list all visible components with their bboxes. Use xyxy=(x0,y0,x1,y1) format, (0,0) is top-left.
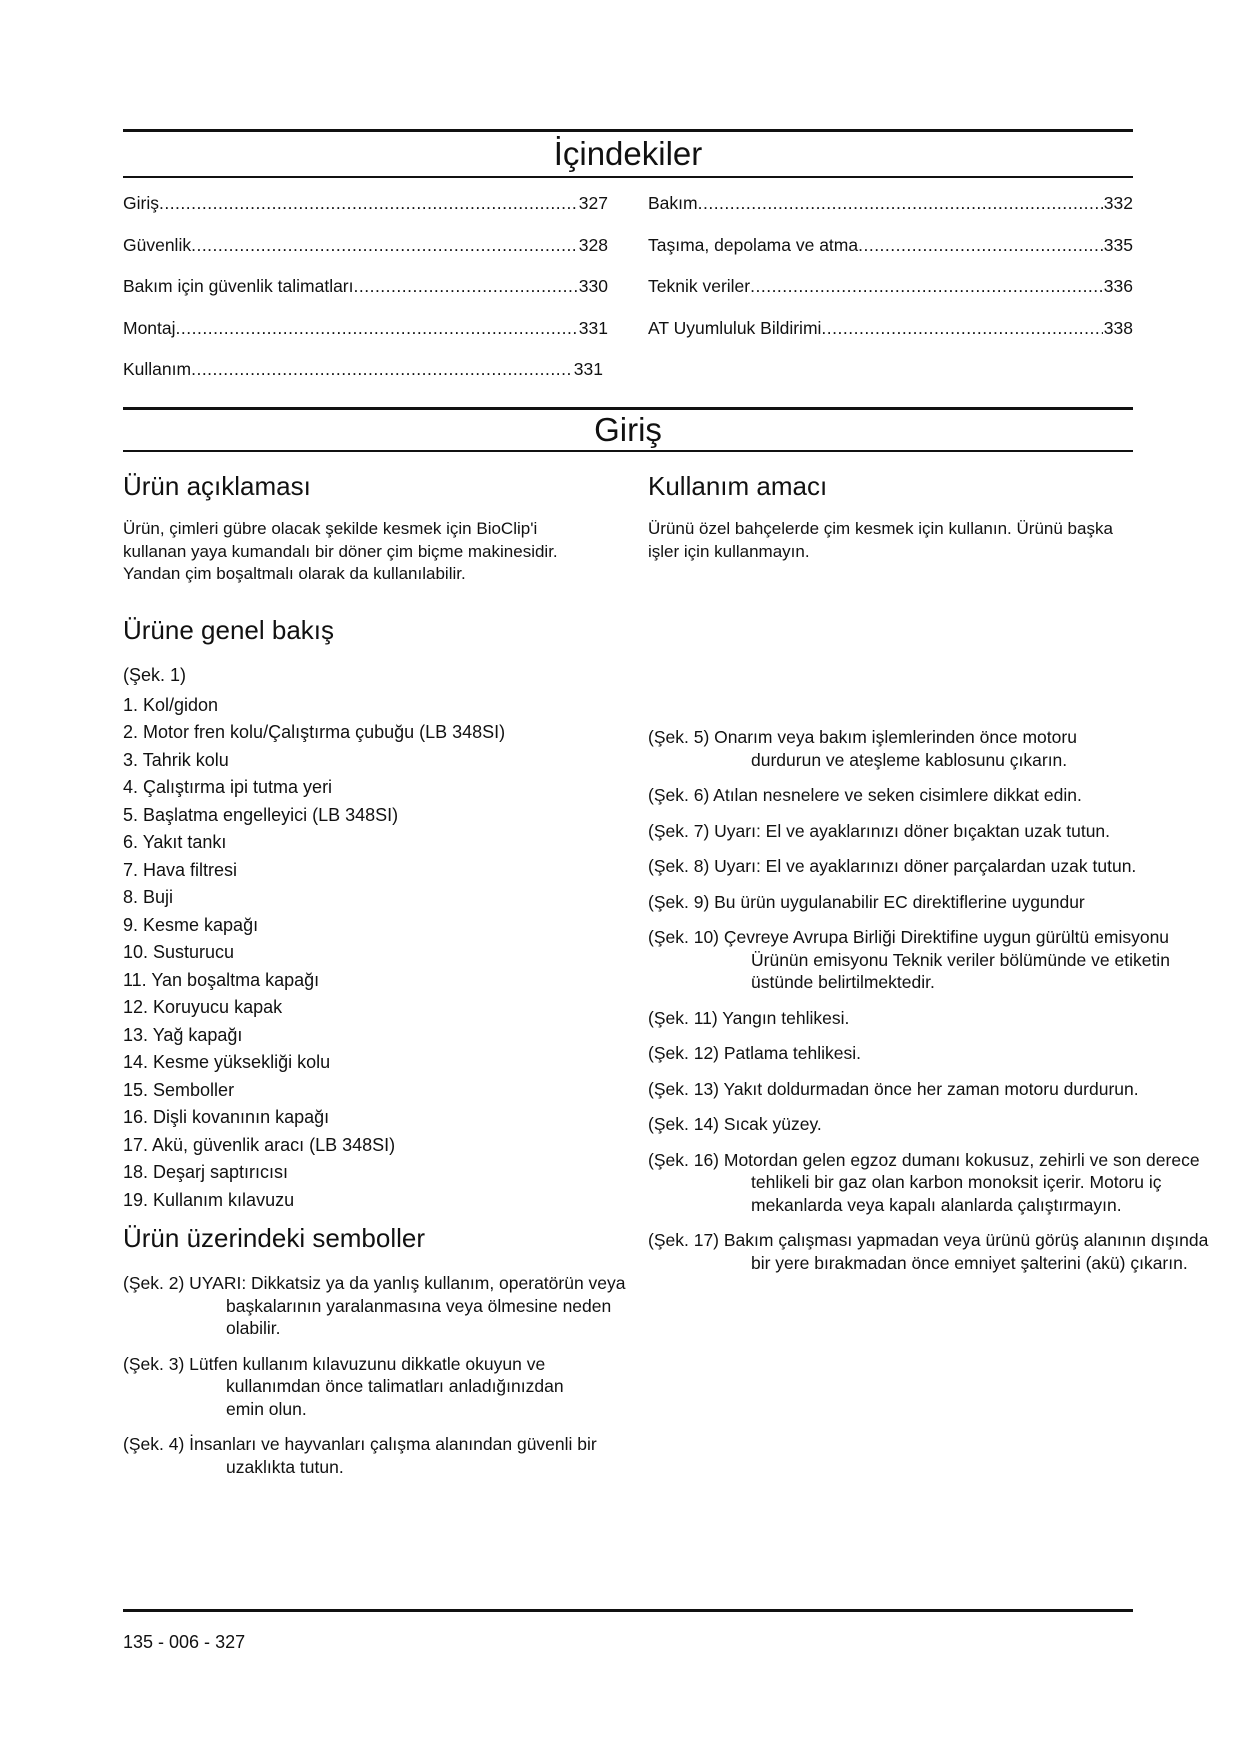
toc-title: İçindekiler xyxy=(553,135,703,172)
toc-right-column xyxy=(648,193,1133,359)
toc-entry[interactable]: Bakım için güvenlik talimatları ..... 330 xyxy=(123,276,608,318)
symbol-description: (Şek. 12) Patlama tehlikesi. xyxy=(648,1043,862,1063)
list-item: 11. Yan boşaltma kapağı xyxy=(123,969,320,990)
list-item: 17. Akü, güvenlik aracı (LB 348SI) xyxy=(123,1134,396,1155)
list-item: 7. Hava filtresi xyxy=(123,859,238,880)
symbol-description: (Şek. 8) Uyarı: El ve ayaklarınızı döner parçalardan uzak tutun. xyxy=(648,856,1137,876)
symbol-description: (Şek. 9) Bu ürün uygulanabilir EC direktiflerine uygundur xyxy=(648,891,1085,912)
symbol-description: (Şek. 17) Bakım çalışması yapmadan veya ürünü görüş alanının dışında bir yere bırakmadan önce emniyet şalterini (akü) çıkarın. xyxy=(648,1230,1209,1273)
intended-use-text: Ürünü özel bahçelerde çim kesmek için kullanın. Ürünü başka işler için kullanmayın. xyxy=(648,519,1113,561)
symbol-description: (Şek. 13) Yakıt doldurmadan önce her zaman motoru durdurun. xyxy=(648,1078,1139,1099)
toc-entry[interactable]: Güvenlik ..... 328 xyxy=(123,235,608,277)
list-item: 15. Semboller xyxy=(123,1079,235,1100)
list-item: 5. Başlatma engelleyici (LB 348SI) xyxy=(123,804,399,825)
symbol-description: (Şek. 5) Onarım veya bakım işlemlerinden önce motoru durdurun ve ateşleme kablosunu çıkarın. xyxy=(648,727,1077,770)
list-item: 4. Çalıştırma ipi tutma yeri xyxy=(123,777,333,797)
list-item: 10. Susturucu xyxy=(123,942,235,962)
page-footer xyxy=(123,1632,245,1653)
toc-entry[interactable]: Kullanım ..... 331 xyxy=(123,359,603,401)
toc-entry[interactable]: Giriş ..... 327 xyxy=(123,193,608,235)
list-item: 18. Deşarj saptırıcısı xyxy=(123,1162,289,1182)
right-column xyxy=(648,470,1209,1287)
intended-use-heading: Kullanım amacı xyxy=(648,471,828,501)
symbol-description: (Şek. 14) Sıcak yüzey. xyxy=(648,1114,822,1134)
list-item: 1. Kol/gidon xyxy=(123,694,219,715)
toc-bottom-rule xyxy=(123,176,1133,178)
list-item: 16. Dişli kovanının kapağı xyxy=(123,1107,330,1127)
toc-entry[interactable]: Bakım ..... 332 xyxy=(648,193,1133,235)
list-item: 19. Kullanım kılavuzu xyxy=(123,1189,295,1210)
list-item: 12. Koruyucu kapak xyxy=(123,997,283,1017)
overview-fig-ref: (Şek. 1) xyxy=(123,664,187,685)
symbol-description: (Şek. 3) Lütfen kullanım kılavuzunu dikkatle okuyun ve kullanımdan önce talimatları anladığınızdan emin olun. xyxy=(123,1353,564,1419)
symbol-description: (Şek. 7) Uyarı: El ve ayaklarınızı döner bıçaktan uzak tutun. xyxy=(648,820,1111,841)
symbol-description: (Şek. 10) Çevreye Avrupa Birliği Direktifine uygun gürültü emisyonu Ürünün emisyonu Teknik veriler bölümünde ve etiketin üstünde belirtilmektedir. xyxy=(648,927,1170,992)
symbol-description: (Şek. 11) Yangın tehlikesi. xyxy=(648,1007,850,1028)
toc-top-rule xyxy=(123,129,1133,132)
toc-entry[interactable]: AT Uyumluluk Bildirimi ..... 338 xyxy=(648,318,1133,360)
symbol-description: (Şek. 4) İnsanları ve hayvanları çalışma alanından güvenli bir uzaklıkta tutun. xyxy=(123,1434,597,1477)
symbol-description: (Şek. 2) UYARI: Dikkatsiz ya da yanlış kullanım, operatörün veya başkalarının yaralanmasına veya ölmesine neden olabilir. xyxy=(123,1273,626,1338)
footer-rule xyxy=(123,1609,1133,1612)
document-number: 135 - 006 - xyxy=(123,1632,211,1652)
symbol-description: (Şek. 16) Motordan gelen egzoz dumanı kokusuz, zehirli ve son derece tehlikeli bir gaz olan karbon monoksit içerir. Motoru iç mekanlarda veya kapalı alanlarda çalıştırmayın. xyxy=(648,1149,1200,1215)
symbols-heading: Ürün üzerindeki semboller xyxy=(123,1223,426,1253)
left-column xyxy=(123,470,626,1491)
list-item: 9. Kesme kapağı xyxy=(123,914,259,935)
intro-title: Giriş xyxy=(594,411,662,448)
list-item: 3. Tahrik kolu xyxy=(123,749,229,770)
product-description-text: Ürün, çimleri gübre olacak şekilde kesmek için BioClip'i kullanan yaya kumandalı bir döner çim biçme makinesidir. Yandan çim boşaltmalı olarak da kullanılabilir. xyxy=(123,519,558,583)
toc-left-column xyxy=(123,193,608,401)
toc-entry[interactable]: Taşıma, depolama ve atma ..... 335 xyxy=(648,235,1133,277)
overview-heading: Ürüne genel bakış xyxy=(123,614,335,645)
toc-entry[interactable]: Teknik veriler ..... 336 xyxy=(648,276,1133,318)
page-number: 327 xyxy=(215,1632,246,1652)
intro-bottom-rule xyxy=(123,450,1133,452)
symbol-description: (Şek. 6) Atılan nesnelere ve seken cisimlere dikkat edin. xyxy=(648,785,1082,805)
list-item: 2. Motor fren kolu/Çalıştırma çubuğu (LB 348SI) xyxy=(123,722,506,742)
list-item: 6. Yakıt tankı xyxy=(123,832,227,852)
product-description-heading: Ürün açıklaması xyxy=(123,471,311,501)
list-item: 14. Kesme yüksekliği kolu xyxy=(123,1052,331,1072)
list-item: 8. Buji xyxy=(123,887,174,907)
toc-entry[interactable]: Montaj ..... 331 xyxy=(123,318,608,360)
overview-list xyxy=(123,692,623,1215)
list-item: 13. Yağ kapağı xyxy=(123,1024,243,1045)
